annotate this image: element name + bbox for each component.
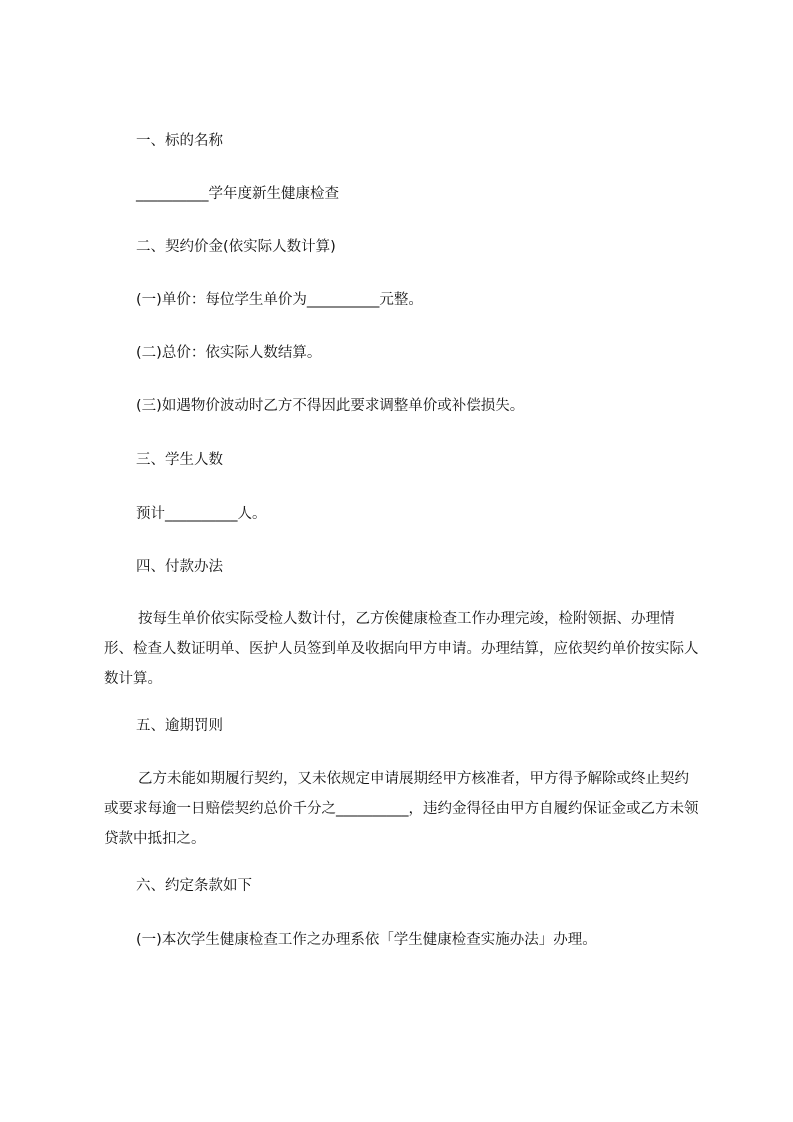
section-heading-contract-price: 二、契约价金(依实际人数计算) bbox=[136, 239, 336, 255]
section-heading-agreed-terms: 六、约定条款如下 bbox=[136, 878, 252, 894]
penalty-paragraph: 乙方未能如期履行契约，又未依规定申请展期经甲方核准者，甲方得予解除或终止契约或要求每逾一日赔偿契约总价千分之__________，违约金得径由甲方自履约保证金或乙方未领贷款中抵扣之。 bbox=[104, 771, 699, 847]
price-item-unit: (一)单价：每位学生单价为__________元整。 bbox=[136, 292, 423, 308]
section-heading-penalty: 五、逾期罚则 bbox=[136, 718, 223, 734]
section-heading-payment: 四、付款办法 bbox=[136, 559, 223, 575]
price-item-fluctuation: (三)如遇物价波动时乙方不得因此要求调整单价或补偿损失。 bbox=[136, 398, 525, 414]
agreed-term-item1: (一)本次学生健康检查工作之办理系依「学生健康检查实施办法」办理。 bbox=[136, 932, 597, 948]
student-count-body: 预计__________人。 bbox=[136, 506, 267, 522]
price-item-total: (二)总价：依实际人数结算。 bbox=[136, 345, 322, 361]
subject-body: __________学年度新生健康检查 bbox=[136, 186, 339, 202]
section-heading-student-count: 三、学生人数 bbox=[136, 452, 223, 468]
payment-paragraph: 按每生单价依实际受检人数计付，乙方俟健康检查工作办理完竣，检附领据、办理情形、检查人数证明单、医护人员签到单及收据向甲方申请。办理结算，应依契约单价按实际人数计算。 bbox=[104, 611, 699, 687]
section-heading-subject: 一、标的名称 bbox=[136, 133, 223, 149]
